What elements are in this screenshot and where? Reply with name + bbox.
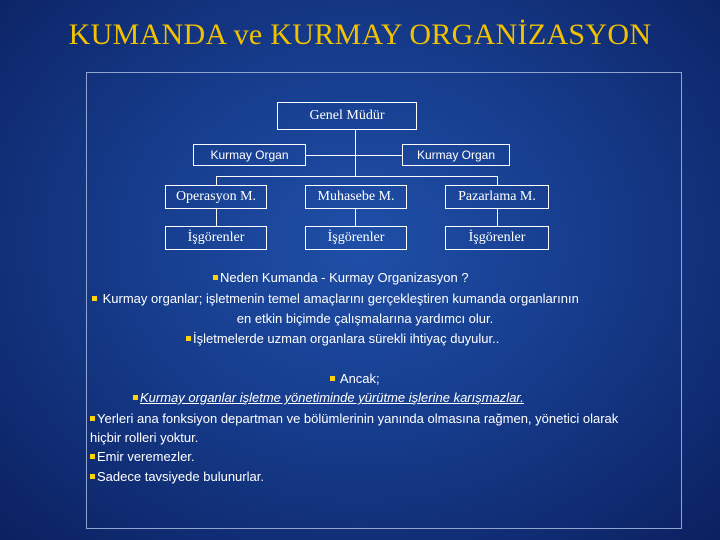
- expert-need-line: İşletmelerde uzman organlara sürekli ihtiyaç duyulur..: [186, 329, 499, 348]
- staff-organ-right-box: Kurmay Organ: [402, 144, 510, 166]
- connector-staff-horizontal: [306, 155, 402, 156]
- connector-workers-right: [497, 209, 498, 226]
- position-line-continuation: hiçbir rolleri yoktur.: [90, 430, 199, 445]
- bullet-icon: [92, 296, 97, 301]
- bullet-icon: [330, 376, 335, 381]
- bullet-icon: [90, 416, 95, 421]
- connector-main-vertical: [355, 130, 356, 176]
- no-execution-line: Kurmay organlar işletme yönetiminde yürütme işlerine karışmazlar.: [133, 388, 524, 407]
- page-title: KUMANDA ve KURMAY ORGANİZASYON: [68, 18, 652, 51]
- bullet-icon: [90, 474, 95, 479]
- position-line: Yerleri ana fonksiyon departman ve bölümlerinin yanında olmasına rağmen, yönetici olarak: [90, 409, 618, 428]
- staff-organ-left-box: Kurmay Organ: [193, 144, 306, 166]
- connector-dept-left: [216, 176, 217, 185]
- question-line: Neden Kumanda - Kurmay Organizasyon ?: [213, 268, 469, 287]
- connector-workers-left: [216, 209, 217, 226]
- bullet-icon: [90, 454, 95, 459]
- workers-box-marketing: İşgörenler: [445, 226, 549, 250]
- bullet-icon: [133, 395, 138, 400]
- workers-box-operations: İşgörenler: [165, 226, 267, 250]
- general-manager-box: Genel Müdür: [277, 102, 417, 130]
- connector-workers-middle: [355, 209, 356, 226]
- workers-box-accounting: İşgörenler: [305, 226, 407, 250]
- advice-only-line: Sadece tavsiyede bulunurlar.: [90, 467, 264, 486]
- connector-dept-right: [497, 176, 498, 185]
- bullet-icon: [186, 336, 191, 341]
- department-box-operations: Operasyon M.: [165, 185, 267, 209]
- staff-description-line: Kurmay organlar; işletmenin temel amaçlarını gerçekleştiren kumanda organlarının: [92, 289, 579, 308]
- no-orders-line: Emir veremezler.: [90, 447, 195, 466]
- department-box-accounting: Muhasebe M.: [305, 185, 407, 209]
- staff-description-continuation: en etkin biçimde çalışmalarına yardımcı olur.: [236, 311, 494, 326]
- bullet-icon: [213, 275, 218, 280]
- connector-dept-horizontal: [216, 176, 498, 177]
- but-line: Ancak;: [330, 369, 380, 388]
- department-box-marketing: Pazarlama M.: [445, 185, 549, 209]
